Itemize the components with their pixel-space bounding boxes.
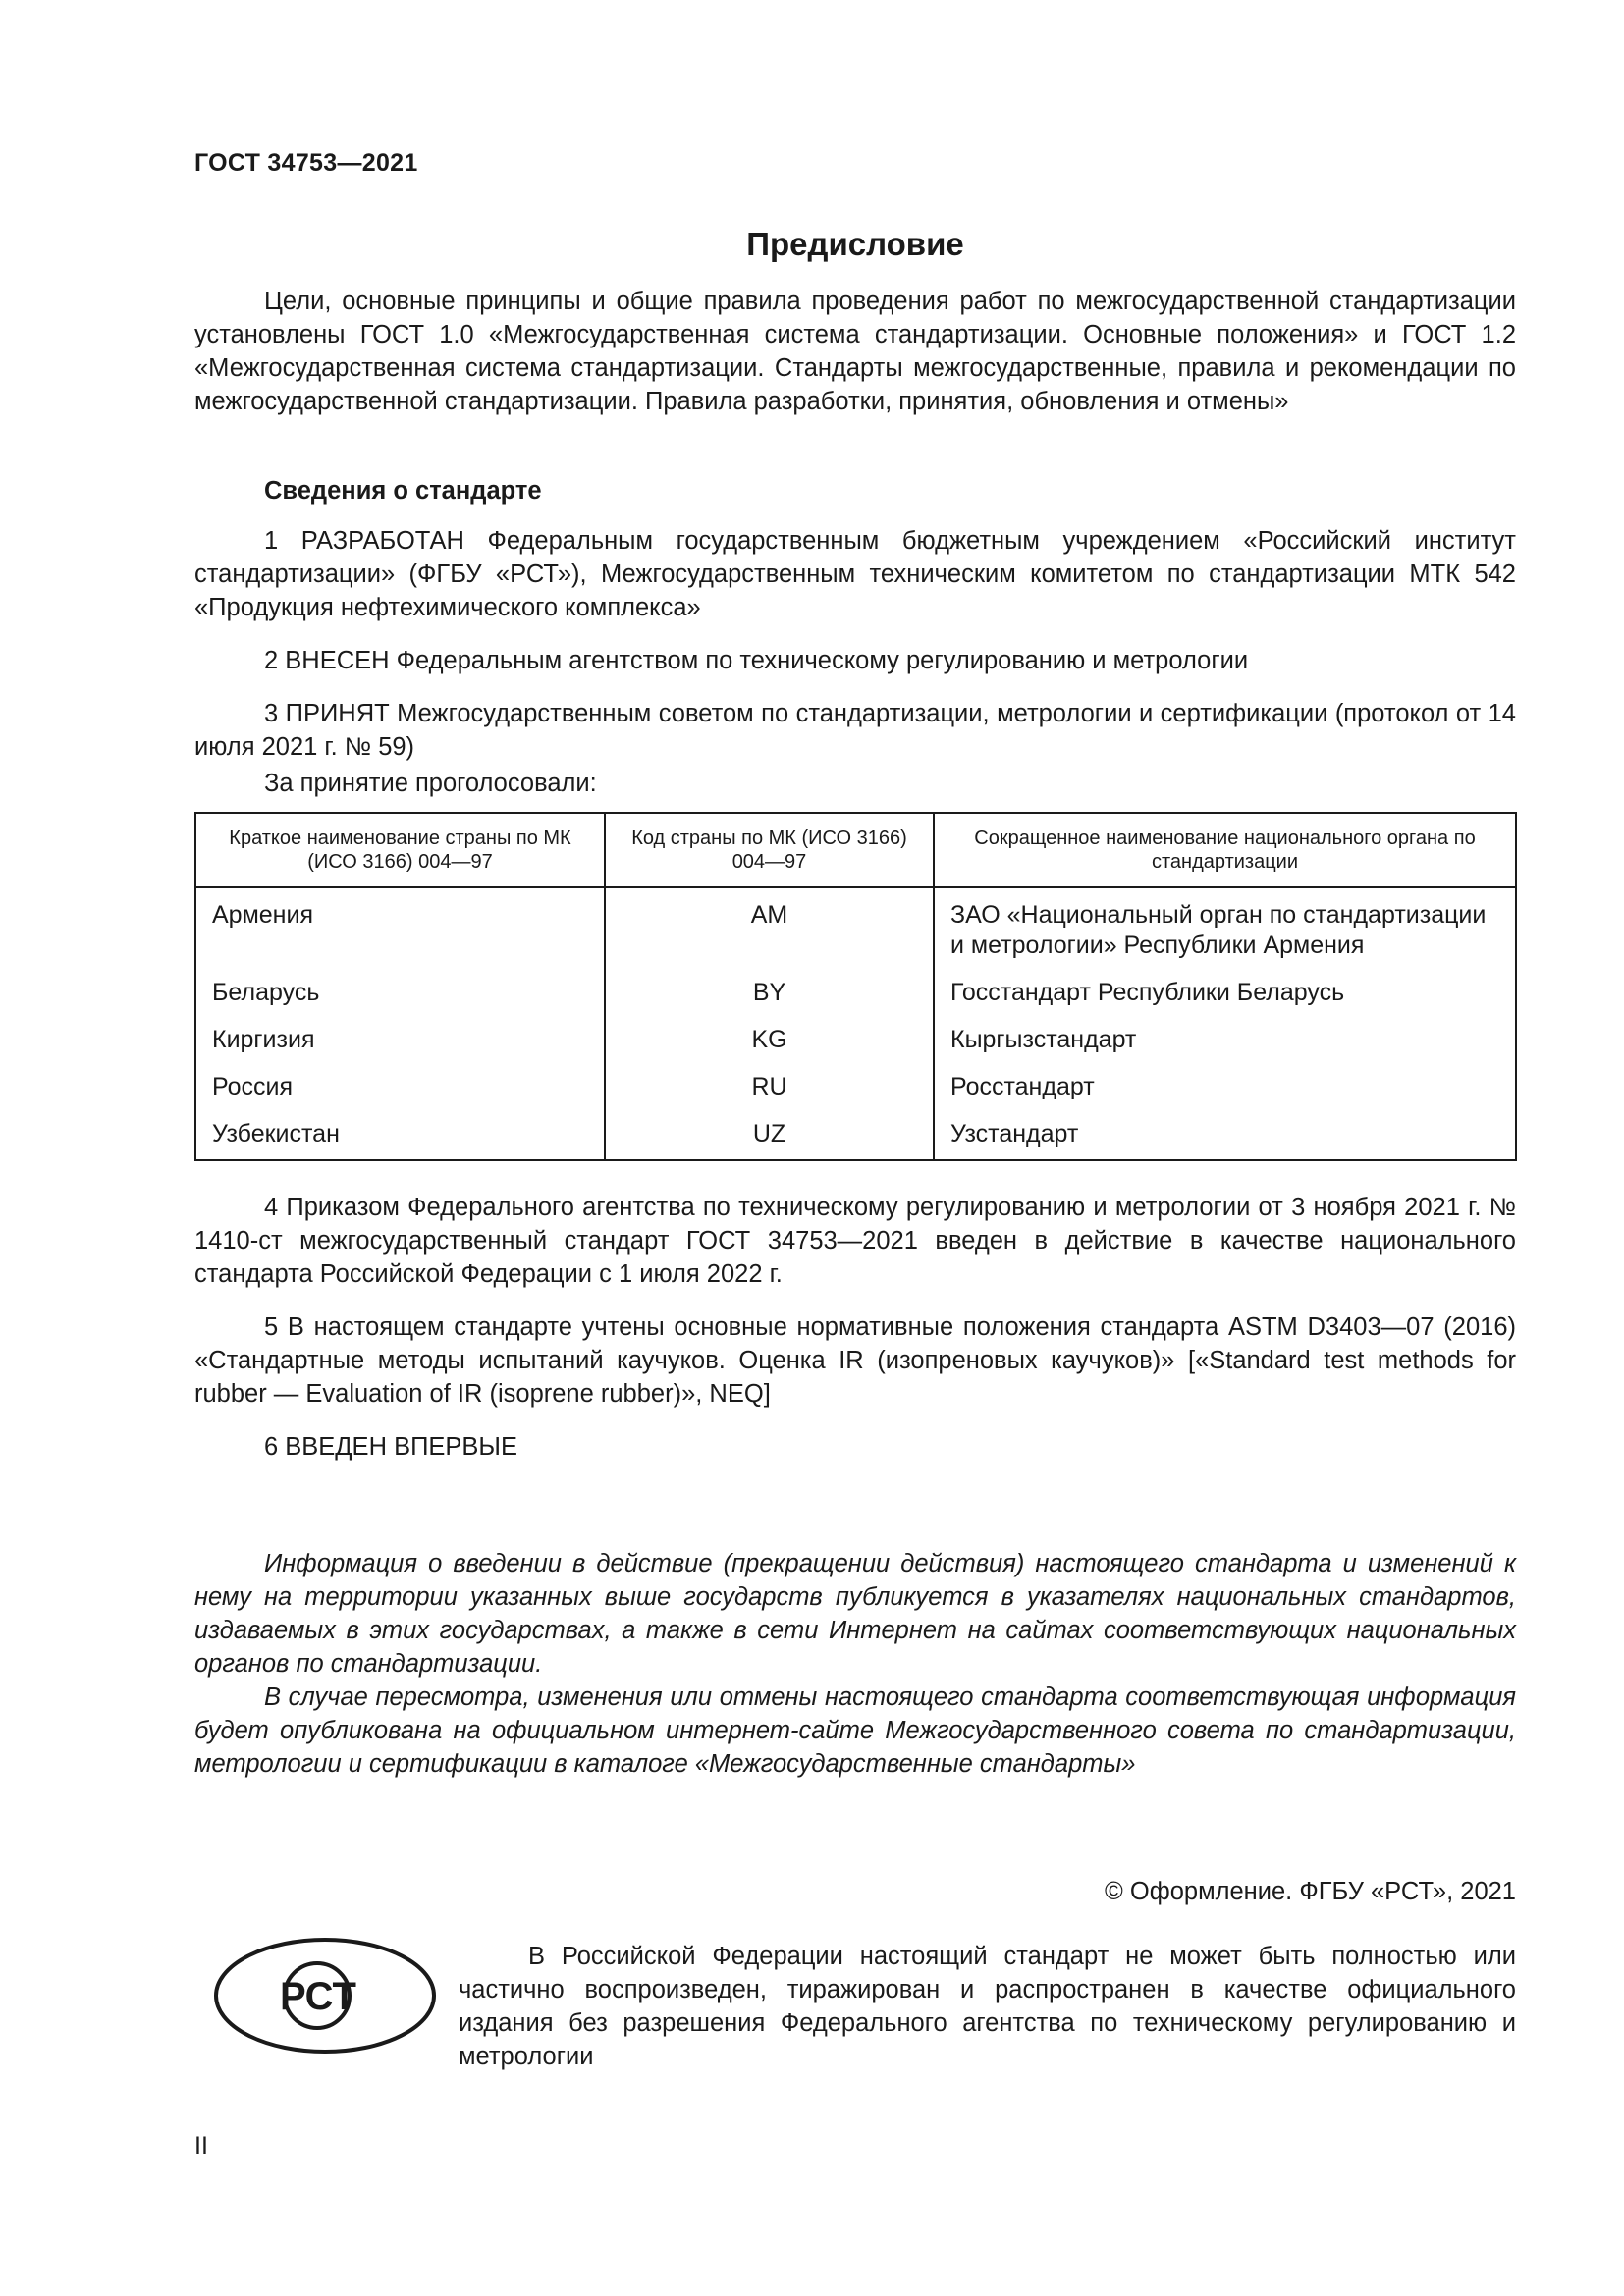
standard-info-items-continued bbox=[194, 1191, 1516, 1464]
country-cell: Киргизия bbox=[195, 1016, 605, 1063]
authority-cell: Кыргызстандарт bbox=[934, 1016, 1516, 1063]
standard-info-items bbox=[194, 524, 1516, 764]
column-header-authority: Сокращенное наименование национального органа по стандартизации bbox=[934, 813, 1516, 887]
notice-paragraph: Информация о введении в действие (прекращении действия) настоящего стандарта и изменений к нему на территории указанных выше государств публикуется в указателях национальных стандартов, издаваемых в этих государствах, а также в сети Интернет на сайтах соответствующих национальных органов по стандартизации. bbox=[194, 1550, 1516, 1678]
authority-cell: Узстандарт bbox=[934, 1110, 1516, 1160]
item-based-on: 5 В настоящем стандарте учтены основные нормативные положения стандарта ASTM D3403—07 (2016) «Стандартные методы испытаний каучуков. Оценка IR (изопреновых каучуков)» [«Standard test methods for rubber — Evaluation of IR (isoprene rubber)», NEQ] bbox=[194, 1313, 1516, 1408]
page-number: II bbox=[194, 2132, 208, 2160]
rst-logo-graphic bbox=[212, 1936, 438, 2056]
notice-paragraph: В случае пересмотра, изменения или отмены настоящего стандарта соответствующая информация будет опубликована на официальном интернет-сайте Межгосударственного совета по стандартизации, метрологии и сертификации в каталоге «Межгосударственные стандарты» bbox=[194, 1683, 1516, 1778]
column-header-code: Код страны по МК (ИСО 3166) 004—97 bbox=[605, 813, 934, 887]
rst-logo-icon bbox=[212, 1936, 438, 2056]
table-header-row bbox=[195, 813, 1516, 887]
standard-info-heading: Сведения о стандарте bbox=[264, 477, 542, 505]
country-code-cell: KG bbox=[605, 1016, 934, 1063]
authority-cell: ЗАО «Национальный орган по стандартизации и метрологии» Республики Армения bbox=[934, 887, 1516, 969]
country-cell: Беларусь bbox=[195, 969, 605, 1016]
document-code: ГОСТ 34753—2021 bbox=[194, 149, 418, 177]
table-row bbox=[195, 1063, 1516, 1110]
authority-cell: Госстандарт Республики Беларусь bbox=[934, 969, 1516, 1016]
item-first: 6 ВВЕДЕН ВПЕРВЫЕ bbox=[264, 1433, 518, 1461]
intro-paragraph: Цели, основные принципы и общие правила проведения работ по межгосударственной стандартизации установлены ГОСТ 1.0 «Межгосударственная система стандартизации. Основные положения» и ГОСТ 1.2 «Межгосударственная система стандартизации. Стандарты межгосударственные, правила и рекомендации по межгосударственной стандартизации. Правила разработки, принятия, обновления и отмены» bbox=[194, 288, 1516, 415]
page-title: Предисловие bbox=[746, 226, 964, 262]
country-cell: Армения bbox=[195, 887, 605, 969]
rights-paragraph: В Российской Федерации настоящий стандарт не может быть полностью или частично воспроизведен, тиражирован и распространен в качестве официального издания без разрешения Федерального агентства по техническому регулированию и метрологии bbox=[459, 1943, 1516, 2070]
authority-cell: Росстандарт bbox=[934, 1063, 1516, 1110]
country-cell: Россия bbox=[195, 1063, 605, 1110]
rights-notice bbox=[459, 1940, 1516, 2073]
country-code-cell: AM bbox=[605, 887, 934, 969]
copyright-notice: © Оформление. ФГБУ «РСТ», 2021 bbox=[1105, 1878, 1516, 1905]
country-code-cell: BY bbox=[605, 969, 934, 1016]
column-header-country: Краткое наименование страны по МК (ИСО 3166) 004—97 bbox=[195, 813, 605, 887]
item-introduced: 2 ВНЕСЕН Федеральным агентством по техническому регулированию и метрологии bbox=[264, 647, 1249, 674]
notice-block bbox=[194, 1547, 1516, 1781]
logo-text: РСТ bbox=[279, 1975, 357, 2018]
item-developed: 1 РАЗРАБОТАН Федеральным государственным бюджетным учреждением «Российский институт стандартизации» (ФГБУ «РСТ»), Межгосударственным техническим комитетом по стандартизации МТК 542 «Продукция нефтехимического комплекса» bbox=[194, 527, 1516, 621]
country-cell: Узбекистан bbox=[195, 1110, 605, 1160]
table-row bbox=[195, 969, 1516, 1016]
country-code-cell: RU bbox=[605, 1063, 934, 1110]
table-row bbox=[195, 1016, 1516, 1063]
item-adopted: 3 ПРИНЯТ Межгосударственным советом по стандартизации, метрологии и сертификации (протокол от 14 июля 2021 г. № 59) bbox=[194, 700, 1516, 761]
table-row bbox=[195, 887, 1516, 969]
votes-table bbox=[194, 812, 1517, 1161]
table-row bbox=[195, 1110, 1516, 1160]
country-code-cell: UZ bbox=[605, 1110, 934, 1160]
intro-section bbox=[194, 285, 1516, 418]
item-order: 4 Приказом Федерального агентства по техническому регулированию и метрологии от 3 ноября 2021 г. № 1410-ст межгосударственный стандарт ГОСТ 34753—2021 введен в действие в качестве национального стандарта Российской Федерации с 1 июля 2022 г. bbox=[194, 1194, 1516, 1288]
votes-label: За принятие проголосовали: bbox=[264, 770, 597, 797]
